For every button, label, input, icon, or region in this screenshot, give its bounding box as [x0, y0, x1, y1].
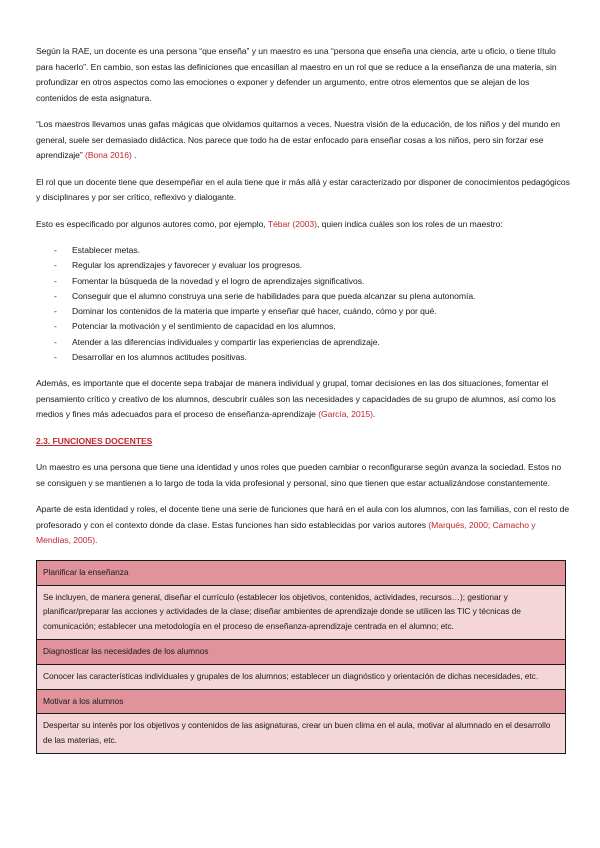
- paragraph-bona-quote: [36, 117, 570, 164]
- list-item: [36, 335, 570, 350]
- list-item: [36, 319, 570, 334]
- list-dash: -: [54, 352, 57, 363]
- skills-end: .: [372, 409, 376, 420]
- list-item: [36, 243, 570, 258]
- list-dash: -: [54, 275, 57, 286]
- table-row: [37, 714, 566, 754]
- list-item: [36, 274, 570, 289]
- paragraph-functions-intro: [36, 502, 570, 549]
- tebar-intro-text: Esto es especificado por algunos autores como, por ejemplo,: [36, 218, 268, 229]
- table-row: [37, 585, 566, 639]
- paragraph-identity: Un maestro es una persona que tiene una identidad y unos roles que pueden cambiar o reconfigurarse según avanza la sociedad. Estos no se consiguen y se mantienen a lo largo de toda la vida profesional y personal, sino que tienen que estar actualizándose constantemente.: [36, 462, 562, 488]
- functions-intro-text: Aparte de esta identidad y roles, el docente tiene una serie de funciones que hará en el aula con los alumnos, con las familias, con el resto de profesorado y con el contexto donde da clase. Estas funciones han sido establecidas por varios autores: [36, 504, 570, 530]
- function-title-diagnosticar: Diagnosticar las necesidades de los alumnos: [37, 640, 566, 665]
- list-item: [36, 289, 570, 304]
- paragraph-tebar-intro: [36, 217, 570, 233]
- list-item: [36, 258, 570, 273]
- quote-text: “Los maestros llevamos unas gafas mágicas que olvidamos quitarnos a veces. Nuestra visión de la educación, de los niños y del mundo en general, suele ser demasiado didáctica. Nos parece que todo ha de estar enfocado para enseñar cosas a los niños, pero sin forzar ese aprendizaje”: [36, 119, 561, 160]
- paragraph-additional-skills: [36, 376, 570, 423]
- list-item-text: Regular los aprendizajes y favorecer y evaluar los progresos.: [72, 260, 303, 271]
- citation-tebar: Tébar (2003): [267, 218, 317, 229]
- list-item-text: Establecer metas.: [72, 245, 140, 255]
- list-item-text: Potenciar la motivación y el sentimiento de capacidad en los alumnos.: [72, 321, 336, 332]
- table-row: [37, 560, 566, 585]
- function-body-diagnosticar: Conocer las características individuales y grupales de los alumnos; establecer un diagnóstico y orientación de dichas necesidades, etc.: [37, 664, 566, 689]
- skills-text: Además, es importante que el docente sepa trabajar de manera individual y grupal, tomar decisiones en las dos situaciones, fomentar el pensamiento crítico y creativo de los alumnos, descubrir cuáles son las necesidades y capacidades de su grupo de alumnos, así como los medios y fines más adecuados para el proceso de enseñanza-aprendizaje: [36, 378, 556, 420]
- document-page: [36, 44, 570, 754]
- list-dash: -: [54, 290, 57, 301]
- function-title-motivar: Motivar a los alumnos: [37, 689, 566, 714]
- section-heading: 2.3. FUNCIONES DOCENTES: [36, 435, 153, 446]
- roles-list: [36, 243, 570, 365]
- list-item: [36, 304, 570, 319]
- functions-table: [36, 560, 566, 754]
- list-item-text: Conseguir que el alumno construya una serie de habilidades para que pueda alcanzar su plena autonomía.: [72, 290, 476, 301]
- list-item-text: Dominar los contenidos de la materia que imparte y enseñar qué hacer, cuándo, cómo y por qué.: [72, 306, 437, 317]
- table-row: [37, 664, 566, 689]
- function-body-motivar: Despertar su interés por los objetivos y contenidos de las asignaturas, crear un buen clima en el aula, motivar al alumnado en el desarrollo de las materias, etc.: [37, 714, 566, 754]
- function-body-planificar: Se incluyen, de manera general, diseñar el currículo (establecer los objetivos, contenidos, actividades, recursos…); gestionar y planificar/preparar las acciones y actividades de la clase; diseñar ambientes de aprendizaje donde se utilicen las TIC y técnicas de comunicación; establecer una metodología en el proceso de enseñanza-aprendizaje centrada en el alumno; etc.: [37, 585, 566, 639]
- list-dash: -: [54, 321, 57, 332]
- list-item: [36, 350, 570, 365]
- list-dash: -: [54, 260, 57, 271]
- quote-end: .: [131, 150, 137, 160]
- list-dash: -: [54, 245, 57, 255]
- list-dash: -: [54, 306, 57, 317]
- table-row: [37, 640, 566, 665]
- functions-intro-end: .: [95, 535, 98, 546]
- function-title-planificar: Planificar la enseñanza: [37, 560, 566, 585]
- citation-garcia: (García, 2015): [318, 409, 373, 420]
- tebar-intro-end: , quien indica cuáles son los roles de un maestro:: [316, 218, 503, 229]
- paragraph-rae-definition: Según la RAE, un docente es una persona “que enseña” y un maestro es una “persona que enseña una ciencia, arte u oficio, o tiene título para hacerlo”. En cambio, son estas las definiciones que encasillan al maestro en un rol que se reduce a la enseñanza de una materia, sin profundizar en otros aspectos como las emociones o exponer y defender un argumento, entre otros elementos que se alejan de los contenidos de esta asignatura.: [36, 46, 557, 103]
- list-item-text: Fomentar la búsqueda de la novedad y el logro de aprendizajes significativos.: [72, 275, 365, 286]
- list-item-text: Desarrollar en los alumnos actitudes positivas.: [72, 352, 247, 363]
- citation-marques-camacho: (Marqués, 2000; Camacho y Mendías, 2005): [36, 519, 536, 546]
- list-dash: -: [54, 336, 57, 347]
- list-item-text: Atender a las diferencias individuales y compartir las experiencias de aprendizaje.: [72, 336, 380, 347]
- citation-bona: (Bona 2016): [85, 150, 132, 160]
- table-row: [37, 689, 566, 714]
- paragraph-teacher-role: El rol que un docente tiene que desempeñar en el aula tiene que ir más allá y estar caracterizado por disponer de conocimientos pedagógicos y disciplinares y por ser crítico, reflexivo y dialogante.: [36, 176, 570, 202]
